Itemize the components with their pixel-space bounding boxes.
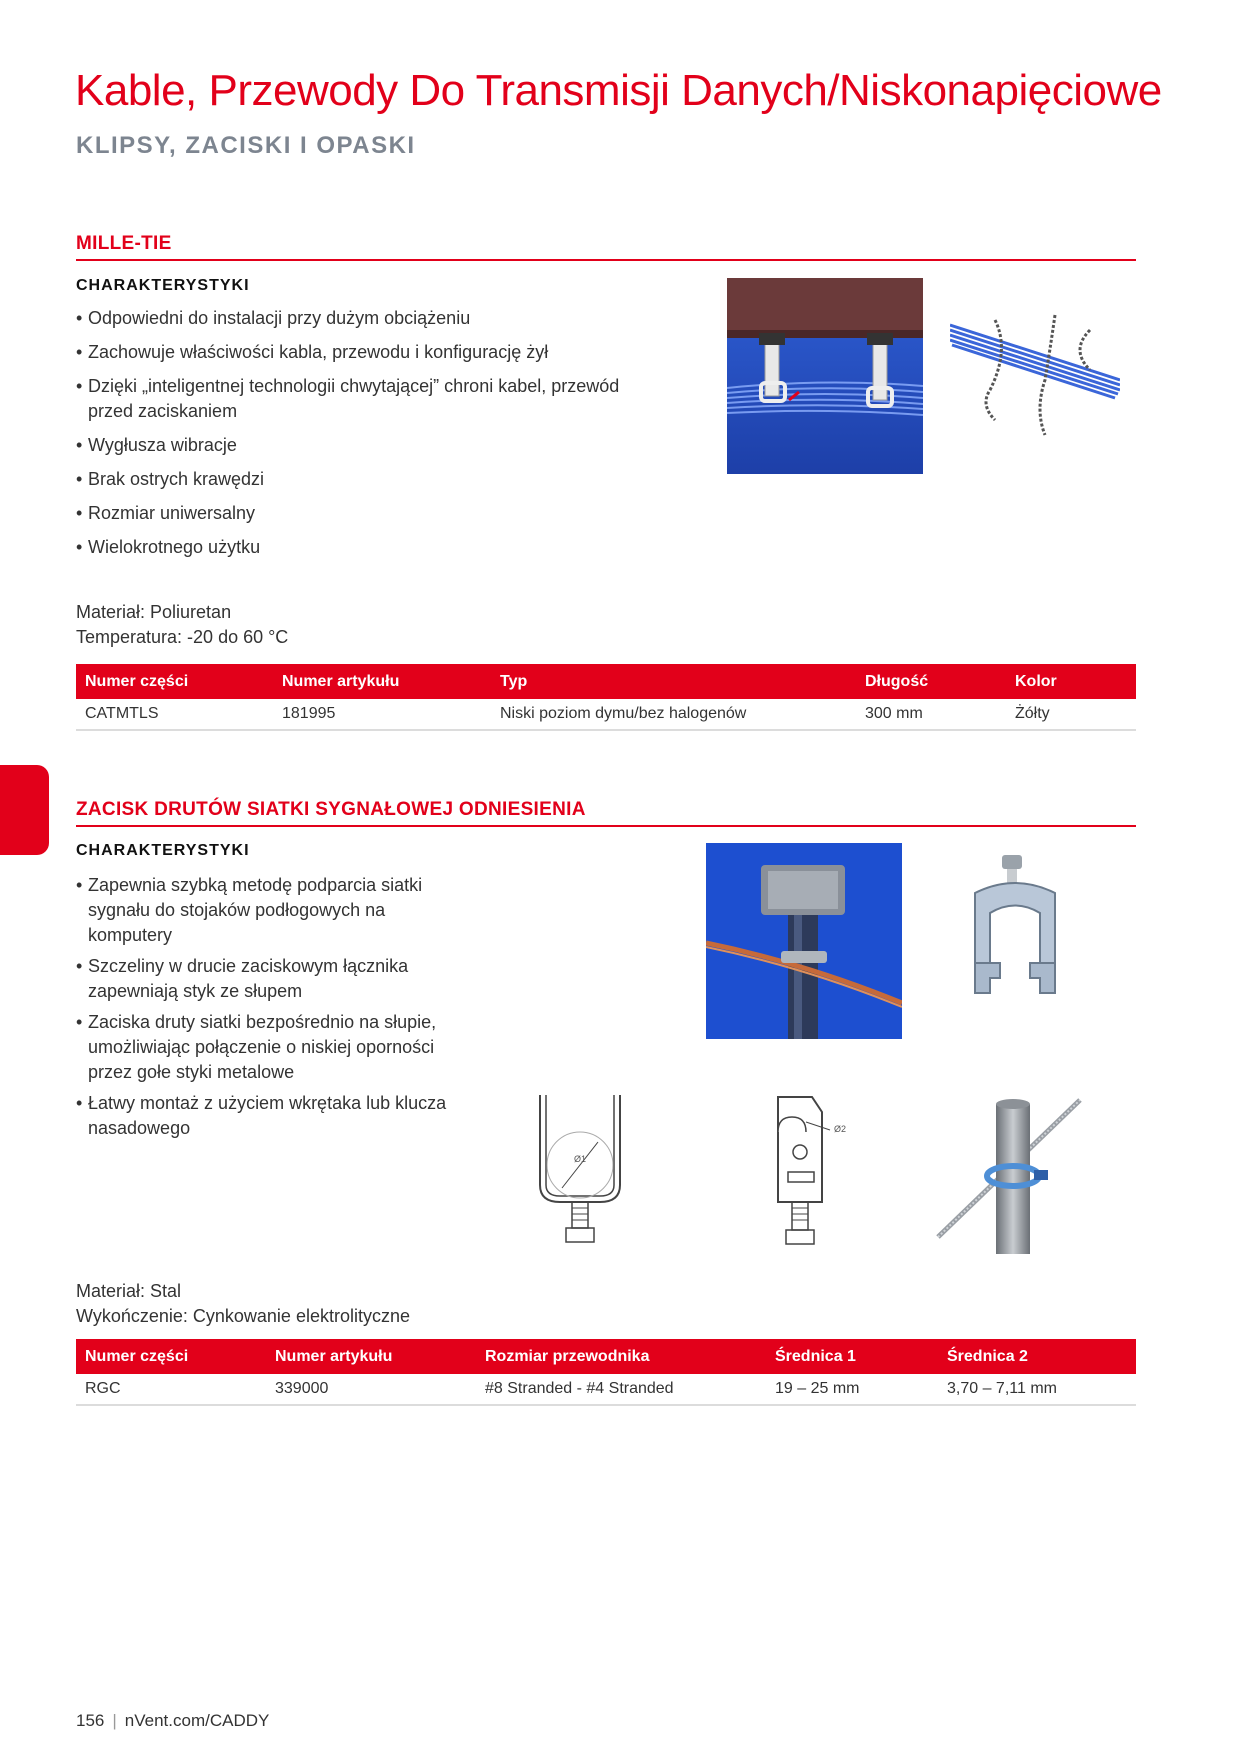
features-list-mille-tie [76, 306, 656, 560]
section-tab-marker [0, 765, 49, 855]
column-header: Typ [491, 664, 856, 699]
table-row [76, 699, 1136, 730]
table-cell: Żółty [1006, 699, 1136, 730]
table-header-row [76, 664, 1136, 699]
feature-item: • Dzięki „inteligentnej technologii chwytającej” chroni kabel, przewód przed zaciskaniem [76, 374, 656, 424]
column-header: Długość [856, 664, 1006, 699]
table-cell: 3,70 – 7,11 mm [938, 1374, 1136, 1405]
feature-item: • Zachowuje właściwości kabla, przewodu i konfigurację żył [76, 340, 656, 365]
features-heading: CHARAKTERYSTYKI [76, 842, 250, 859]
column-header: Średnica 2 [938, 1339, 1136, 1374]
table-cell: #8 Stranded - #4 Stranded [476, 1374, 766, 1405]
rgc-on-pipe-render [930, 1092, 1090, 1262]
footer-separator: | [112, 1711, 117, 1730]
feature-item: • Wielokrotnego użytku [76, 535, 656, 560]
table-cell: 181995 [273, 699, 491, 730]
page-number: 156 [76, 1711, 105, 1730]
feature-item: • Zaciska druty siatki bezpośrednio na słupie, umożliwiając połączenie o niskiej oporności przez gołe styki metalowe [76, 1010, 466, 1085]
column-header: Kolor [1006, 664, 1136, 699]
rgc-clamp-drawing-d2 [770, 1092, 880, 1262]
section-rgc-header [76, 799, 1136, 827]
parts-table-rgc [76, 1339, 1136, 1406]
material-spec: Materiał: Poliuretan [76, 602, 232, 622]
rgc-clamp-photo [960, 853, 1070, 1003]
diameter-label-d2: Ø2 [834, 1124, 847, 1134]
column-header: Numer artykułu [266, 1339, 476, 1374]
table-header-row [76, 1339, 1136, 1374]
column-header: Numer części [76, 664, 273, 699]
diameter-label-d1: Ø1 [574, 1154, 587, 1164]
section-title-rgc: ZACISK DRUTÓW SIATKI SYGNAŁOWEJ ODNIESIENIA [76, 799, 1136, 827]
column-header: Średnica 1 [766, 1339, 938, 1374]
features-list-rgc [76, 873, 466, 1141]
table-cell: 339000 [266, 1374, 476, 1405]
mille-tie-bundle-photo [950, 310, 1120, 440]
temperature-spec: Temperatura: -20 do 60 °C [76, 627, 289, 647]
table-cell: 300 mm [856, 699, 1006, 730]
section-mille-tie-header [76, 233, 1136, 261]
feature-item: • Rozmiar uniwersalny [76, 501, 656, 526]
column-header: Rozmiar przewodnika [476, 1339, 766, 1374]
table-cell: CATMTLS [76, 699, 273, 730]
feature-item: • Szczeliny w drucie zaciskowym łącznika zapewniają styk ze słupem [76, 954, 466, 1004]
table-row [76, 1374, 1136, 1405]
rgc-installed-photo [706, 843, 902, 1039]
table-cell: 19 – 25 mm [766, 1374, 938, 1405]
rgc-clamp-drawing-d1 [530, 1090, 630, 1260]
page-footer [76, 1711, 269, 1731]
page-title: Kable, Przewody Do Transmisji Danych/Niskonapięciowe [75, 66, 1162, 115]
table-cell: Niski poziom dymu/bez halogenów [491, 699, 856, 730]
mille-tie-installed-photo [727, 278, 923, 474]
material-spec: Materiał: Stal [76, 1281, 182, 1301]
feature-item: • Wygłusza wibracje [76, 433, 656, 458]
column-header: Numer części [76, 1339, 266, 1374]
parts-table-mille-tie [76, 664, 1136, 731]
feature-item: • Zapewnia szybką metodę podparcia siatki sygnału do stojaków podłogowych na komputery [76, 873, 466, 948]
feature-item: • Brak ostrych krawędzi [76, 467, 656, 492]
feature-item: • Odpowiedni do instalacji przy dużym obciążeniu [76, 306, 656, 331]
feature-item: • Łatwy montaż z użyciem wkrętaka lub klucza nasadowego [76, 1091, 466, 1141]
page-subtitle: KLIPSY, ZACISKI I OPASKI [76, 132, 416, 159]
column-header: Numer artykułu [273, 664, 491, 699]
section-title-mille-tie: MILLE-TIE [76, 233, 1136, 261]
features-heading: CHARAKTERYSTYKI [76, 277, 250, 294]
finish-spec: Wykończenie: Cynkowanie elektrolityczne [76, 1306, 410, 1326]
table-cell: RGC [76, 1374, 266, 1405]
footer-website-link[interactable]: nVent.com/CADDY [124, 1711, 270, 1730]
